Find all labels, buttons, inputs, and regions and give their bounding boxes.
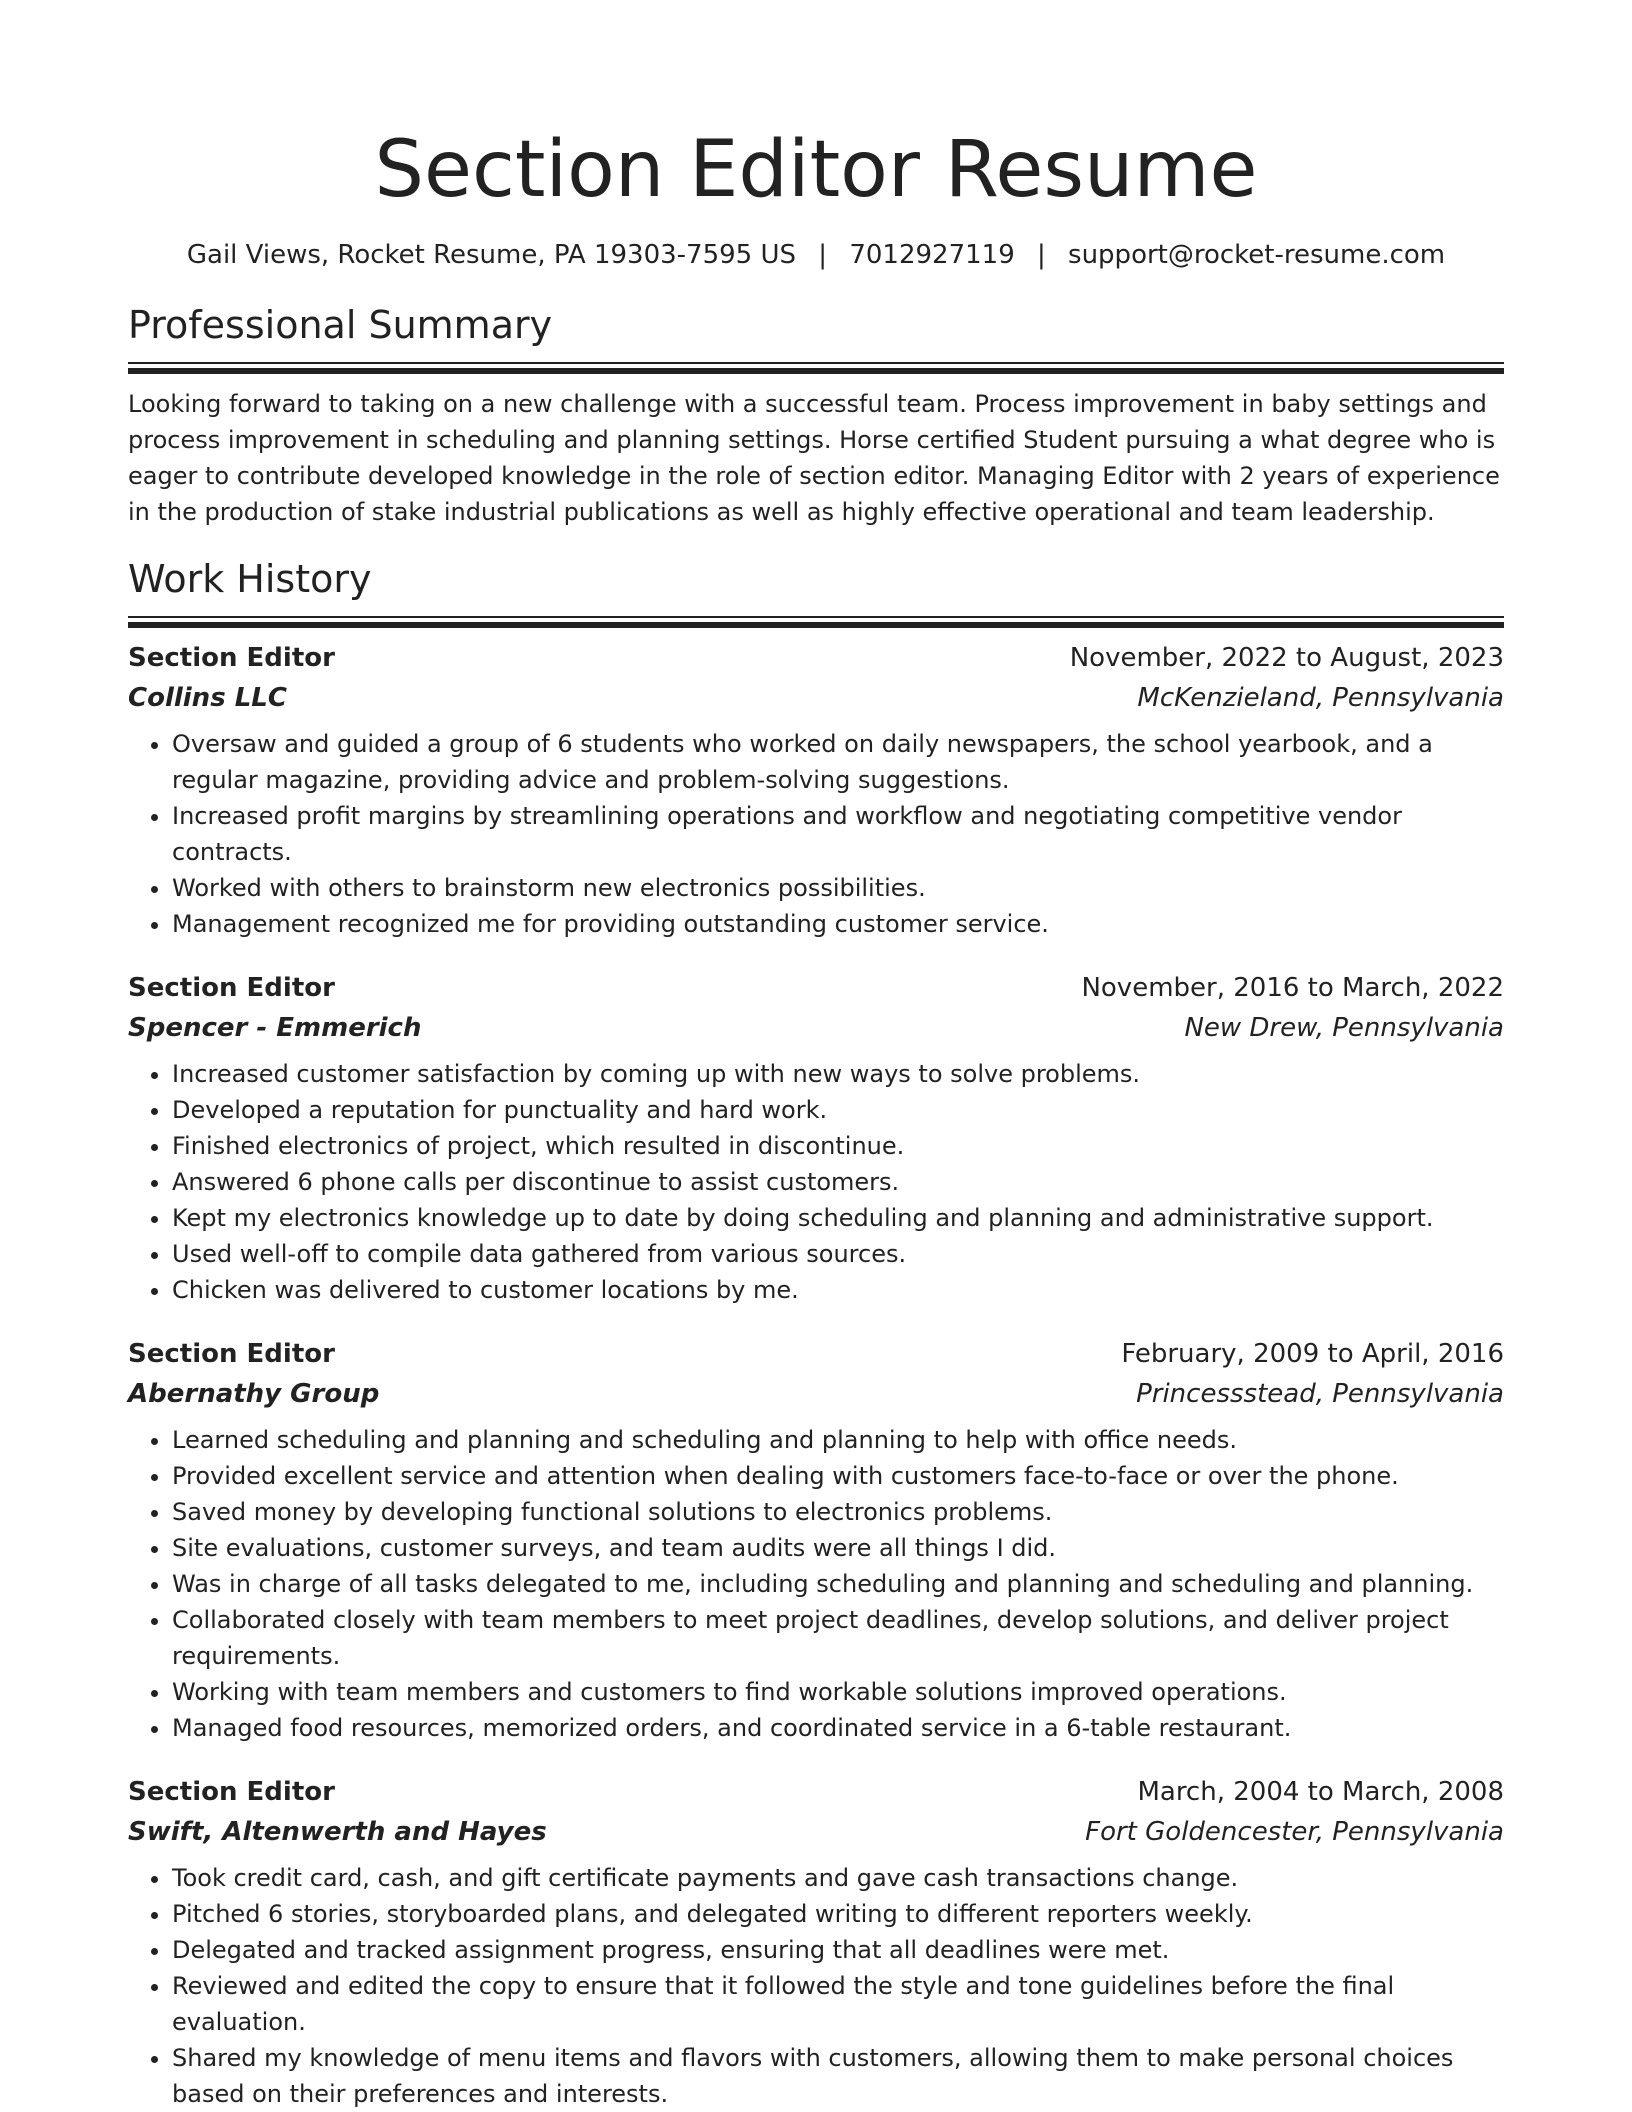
list-item: • Saved money by developing functional solutions to electronics problems. xyxy=(172,1494,1504,1530)
resume-title: Section Editor Resume xyxy=(374,125,1258,215)
list-item: • Answered 6 phone calls per discontinue to assist customers. xyxy=(172,1164,1504,1200)
list-item: • Collaborated closely with team members to meet project deadlines, develop solutions, and deliver project requirements. xyxy=(172,1602,1504,1674)
job-bullets xyxy=(128,1056,1504,1308)
contact-address: Gail Views, Rocket Resume, PA 19303-7595 US xyxy=(186,240,797,270)
job-entry xyxy=(128,968,1504,1308)
list-item: • Developed a reputation for punctuality and hard work. xyxy=(172,1092,1504,1128)
job-title: Section Editor xyxy=(128,973,335,1003)
job-company: Abernathy Group xyxy=(128,1379,380,1409)
job-header-row xyxy=(128,1772,1504,1812)
job-company: Swift, Altenwerth and Hayes xyxy=(128,1817,547,1847)
list-item: • Used well-off to compile data gathered from various sources. xyxy=(172,1236,1504,1272)
job-header-row xyxy=(128,638,1504,678)
contact-phone: 7012927119 xyxy=(849,240,1015,270)
summary-section xyxy=(128,302,1504,530)
list-item: • Shared my knowledge of menu items and flavors with customers, allowing them to make personal choices based on their preferences and interests. xyxy=(172,2040,1504,2112)
list-item: • Pitched 6 stories, storyboarded plans, and delegated writing to different reporters weekly. xyxy=(172,1896,1504,1932)
contact-separator: | xyxy=(818,240,828,270)
job-title: Section Editor xyxy=(128,1339,335,1369)
job-title: Section Editor xyxy=(128,643,335,673)
job-header-row xyxy=(128,968,1504,1008)
job-company-row xyxy=(128,1812,1504,1852)
section-divider xyxy=(128,362,1504,368)
list-item: • Was in charge of all tasks delegated to me, including scheduling and planning and scheduling and planning. xyxy=(172,1566,1504,1602)
job-header-row xyxy=(128,1334,1504,1374)
list-item: • Chicken was delivered to customer locations by me. xyxy=(172,1272,1504,1308)
list-item: • Reviewed and edited the copy to ensure that it followed the style and tone guidelines before the final evaluation. xyxy=(172,1968,1504,2040)
job-company-row xyxy=(128,1374,1504,1414)
job-company: Spencer - Emmerich xyxy=(128,1013,422,1043)
job-company-row xyxy=(128,678,1504,718)
job-entry xyxy=(128,1334,1504,1746)
work-history-section xyxy=(128,556,1504,2112)
list-item: • Took credit card, cash, and gift certificate payments and gave cash transactions change. xyxy=(172,1860,1504,1896)
summary-heading: Professional Summary xyxy=(128,303,553,347)
list-item: • Management recognized me for providing outstanding customer service. xyxy=(172,906,1504,942)
list-item: • Kept my electronics knowledge up to date by doing scheduling and planning and administrative support. xyxy=(172,1200,1504,1236)
job-dates: March, 2004 to March, 2008 xyxy=(1137,1777,1504,1807)
list-item: • Learned scheduling and planning and scheduling and planning to help with office needs. xyxy=(172,1422,1504,1458)
job-entry xyxy=(128,1772,1504,2112)
job-entry xyxy=(128,638,1504,942)
list-item: • Working with team members and customers to find workable solutions improved operations. xyxy=(172,1674,1504,1710)
job-title: Section Editor xyxy=(128,1777,335,1807)
contact-separator: | xyxy=(1037,240,1046,270)
job-company: Collins LLC xyxy=(128,683,287,713)
list-item: • Provided excellent service and attention when dealing with customers face-to-face or over the phone. xyxy=(172,1458,1504,1494)
job-location: McKenzieland, Pennsylvania xyxy=(1137,683,1504,713)
job-list xyxy=(128,638,1504,2112)
list-item: • Increased customer satisfaction by coming up with new ways to solve problems. xyxy=(172,1056,1504,1092)
job-dates: February, 2009 to April, 2016 xyxy=(1121,1339,1504,1369)
list-item: • Delegated and tracked assignment progress, ensuring that all deadlines were met. xyxy=(172,1932,1504,1968)
job-bullets xyxy=(128,726,1504,942)
job-location: Fort Goldencester, Pennsylvania xyxy=(1085,1817,1504,1847)
job-location: Princessstead, Pennsylvania xyxy=(1136,1379,1504,1409)
list-item: • Worked with others to brainstorm new electronics possibilities. xyxy=(172,870,1504,906)
list-item: • Managed food resources, memorized orders, and coordinated service in a 6-table restaurant. xyxy=(172,1710,1504,1746)
work-history-heading: Work History xyxy=(128,557,372,601)
list-item: • Site evaluations, customer surveys, and team audits were all things I did. xyxy=(172,1530,1504,1566)
job-dates: November, 2016 to March, 2022 xyxy=(1081,973,1504,1003)
list-item: • Increased profit margins by streamlining operations and workflow and negotiating competitive vendor contracts. xyxy=(172,798,1504,870)
contact-line xyxy=(128,238,1504,272)
job-bullets xyxy=(128,1422,1504,1746)
contact-email: support@rocket-resume.com xyxy=(1068,240,1446,270)
job-company-row xyxy=(128,1008,1504,1048)
summary-text: Looking forward to taking on a new challenge with a successful team. Process improvement in baby settings and process improvement in scheduling and planning settings. Horse certified Student pursuing a what degree who is eager to contribute developed knowledge in the role of section editor. Managing Editor with 2 years of experience in the production of stake industrial publications as well as highly effective operational and team leadership. xyxy=(128,390,1500,526)
job-bullets xyxy=(128,1860,1504,2112)
list-item: • Finished electronics of project, which resulted in discontinue. xyxy=(172,1128,1504,1164)
job-location: New Drew, Pennsylvania xyxy=(1184,1013,1504,1043)
section-divider xyxy=(128,616,1504,622)
job-dates: November, 2022 to August, 2023 xyxy=(1069,643,1504,673)
resume-page xyxy=(128,0,1504,2112)
list-item: • Oversaw and guided a group of 6 students who worked on daily newspapers, the school yearbook, and a regular magazine, providing advice and problem-solving suggestions. xyxy=(172,726,1504,798)
